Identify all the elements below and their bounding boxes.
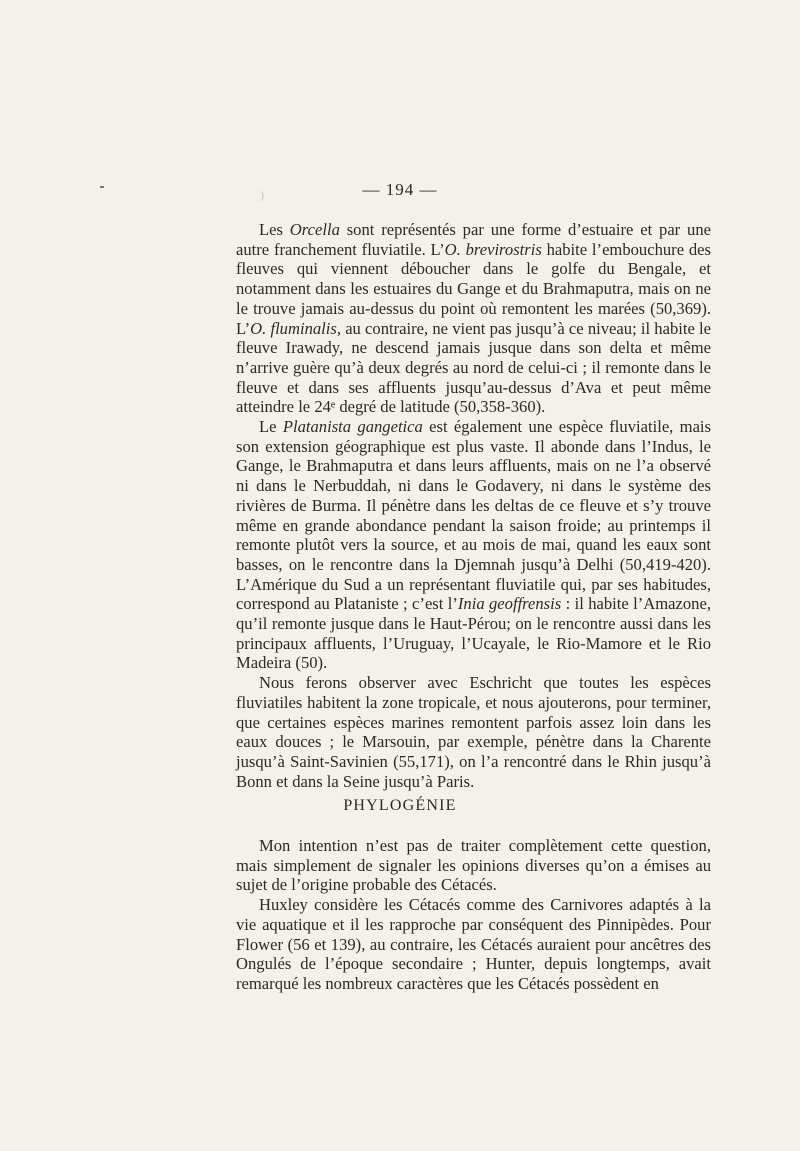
paragraph-huxley — [236, 895, 711, 994]
text-run: sont représentés par une forme d’estuaire et par une autre franchement fluviatile. L’ — [236, 220, 711, 259]
paragraph-intention — [236, 836, 711, 895]
text-run: : il habite l’Amazone, qu’il remonte jusque dans le Haut-Pérou; on le rencontre aussi dans les principaux affluents, l’Uruguay, l’Ucayale, le Rio-Mamore et le Rio Madeira (50). — [236, 594, 711, 673]
text-run: Les — [259, 220, 290, 239]
body-text-bottom — [236, 836, 711, 994]
italic-taxon-name: Orcella — [289, 220, 340, 239]
text-run: Huxley considère les Cétacés comme des Carnivores adaptés à la vie aquatique et il les rapproche par conséquent des Pinnipèdes. Pour Flower (56 et 139), au contraire, les Cétacés auraient pour ancêtres des Ongulés de l’époque secondaire ; Hunter, depuis longtemps, avait remarqué les nombreux caractères que les Cétacés possèdent en — [236, 895, 711, 993]
page-number: — 194 — — [362, 180, 438, 199]
body-text-top — [236, 220, 711, 791]
italic-taxon-name: O. fluminalis, — [250, 318, 341, 338]
text-run: est également une espèce fluviatile, mais son extension géographique est plus vaste. Il abonde dans l’Indus, le Gange, le Brahmaputra et dans leurs affluents, mais on ne l’a observé ni dans le Nerbuddah, ni dans le Godavery, ni dans le système des rivières de Burma. Il pénètre dans les deltas de ce fleuve et s’y trouve même en grande abondance pendant la saison froide; au printemps il remonte plutôt vers la source, et au mois de mai, quand les eaux sont basses, on le rencontre dans la Djemnah jusqu’à Delhi (50,419-420). L’Amérique du Sud a un représentant fluviatile qui, par ses habitudes, correspond au Plataniste ; c’est l’ — [236, 417, 712, 614]
text-run: au contraire, ne vient pas jusqu’à ce niveau; il habite le fleuve Irawady, ne descend jamais jusque dans son delta et même n’arrive guère qu’à deux degrés au nord de celui-ci ; il remonte dans le fleuve et dans ses affluents jusqu’au-dessus d’Ava et peut même atteindre le 24ᵉ degré de latitude (50,358-360). — [236, 318, 711, 417]
paragraph-platanista — [236, 417, 711, 673]
text-run: Nous ferons observer avec Eschricht que toutes les espèces fluviatiles habitent la zone tropicale, et nous ajouterons, pour terminer, que certaines espèces marines remontent parfois assez loin dans les eaux douces ; le Marsouin, par exemple, pénètre dans la Charente jusqu’à Saint-Savinien (55,171), on l’a rencontré dans le Rhin jusqu’à Bonn et dans la Seine jusqu’à Paris. — [236, 673, 711, 791]
margin-bracket-mark: ) — [260, 188, 264, 202]
section-heading: PHYLOGÉNIE — [343, 797, 457, 814]
italic-taxon-name: Platanista gangetica — [282, 417, 423, 437]
italic-taxon-name: Inia geoffrensis — [457, 594, 562, 614]
italic-taxon-name: O. brevirostris — [444, 239, 542, 259]
text-run: habite l’embouchure des fleuves qui viennent déboucher dans le golfe du Bengale, et notamment dans les estuaires du Gange et du Brahmaputra, mais on ne le trouve jamais au-dessus du point où remontent les marées (50,369). L’ — [236, 239, 711, 338]
paragraph-orcella — [236, 220, 711, 417]
paragraph-eschricht — [236, 673, 711, 791]
text-run: Le — [259, 417, 283, 437]
text-run: Mon intention n’est pas de traiter complètement cette question, mais simplement de signaler les opinions diverses qu’on a émises au sujet de l’origine probable des Cétacés. — [236, 836, 711, 895]
